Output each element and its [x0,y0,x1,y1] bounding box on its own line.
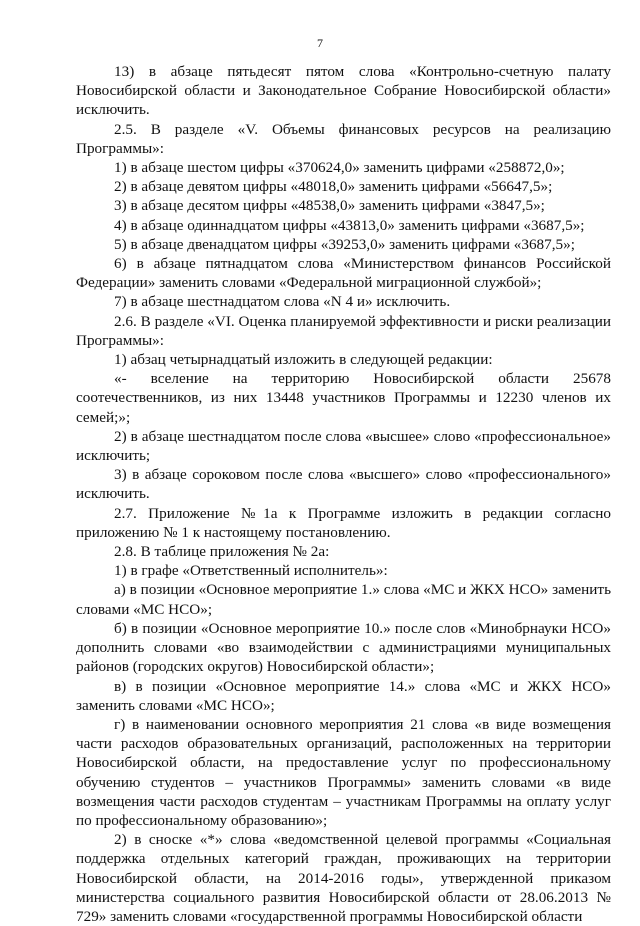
paragraph: 1) абзац четырнадцатый изложить в следующей редакции: [114,351,493,369]
paragraph: 6) в абзаце пятнадцатом слова «Министерством финансов Российской Федерации» заменить словами «Федеральной миграционной службой»; [76,255,611,292]
paragraph: «- вселение на территорию Новосибирской области 25678 соотечественников, из них 13448 участников Программы и 12230 членов их семей;»; [76,370,611,426]
paragraph: а) в позиции «Основное мероприятие 1.» слова «МС и ЖКХ НСО» заменить словами «МС НСО»; [76,581,611,618]
document-body [76,62,611,926]
paragraph: 2.8. В таблице приложения № 2а: [114,543,330,561]
paragraph: 2.6. В разделе «VI. Оценка планируемой эффективности и риски реализации Программы»: [76,312,611,349]
paragraph: 2) в абзаце шестнадцатом после слова «высшее» слово «профессиональное» исключить; [76,427,611,465]
paragraph: 2) в абзаце девятом цифры «48018,0» заменить цифрами «56647,5»; [114,178,553,196]
paragraph: 2.5. В разделе «V. Объемы финансовых ресурсов на реализацию Программы»: [76,120,611,157]
paragraph: 7) в абзаце шестнадцатом слова «N 4 и» исключить. [114,293,451,311]
paragraph: 3) в абзаце сороковом после слова «высшего» слово «профессионального» исключить. [76,466,611,503]
paragraph: г) в наименовании основного мероприятия 21 слова «в виде возмещения части расходов образовательных организаций, расположенных на территории Новосибирской области, на предоставление услуг по профессиональному обучению студентов – участников Программы» заменить словами «в виде возмещения части расходов студентам – участникам Программы на оплату услуг по профессиональному образованию»; [76,715,611,829]
paragraph: 1) в графе «Ответственный исполнитель»: [114,562,388,580]
paragraph: 2) в сноске «*» слова «ведомственной целевой программы «Социальная поддержка отдельных категорий граждан, проживающих на территории Новосибирской области, на 2014-2016 годы», утвержденной приказом министерства социального развития Новосибирской области от 28.06.2013 № 729» заменить словами «государственной программы Новосибирской области [76,831,611,925]
page-number: 7 [317,36,323,50]
paragraph: 1) в абзаце шестом цифры «370624,0» заменить цифрами «258872,0»; [114,159,565,177]
paragraph: 2.7. Приложение №1а к Программе изложить в редакции согласно приложению № 1 к настоящему постановлению. [76,504,611,541]
paragraph: 13) в абзаце пятьдесят пятом слова «Контрольно-счетную палату Новосибирской области и Законодательное Собрание Новосибирской области» исключить. [76,63,611,119]
paragraph: б) в позиции «Основное мероприятие 10.» после слов «Минобрнауки НСО» дополнить словами «во взаимодействии с администрациями муниципальных районов (городских округов) Новосибирской области»; [76,619,611,676]
paragraph: 3) в абзаце десятом цифры «48538,0» заменить цифрами «3847,5»; [114,197,545,215]
paragraph: в) в позиции «Основное мероприятие 14.» слова «МС и ЖКХ НСО» заменить словами «МС НСО»; [76,677,611,714]
paragraph: 4) в абзаце одиннадцатом цифры «43813,0» заменить цифрами «3687,5»; [114,216,585,234]
paragraph: 5) в абзаце двенадцатом цифры «39253,0» заменить цифрами «3687,5»; [114,235,575,253]
